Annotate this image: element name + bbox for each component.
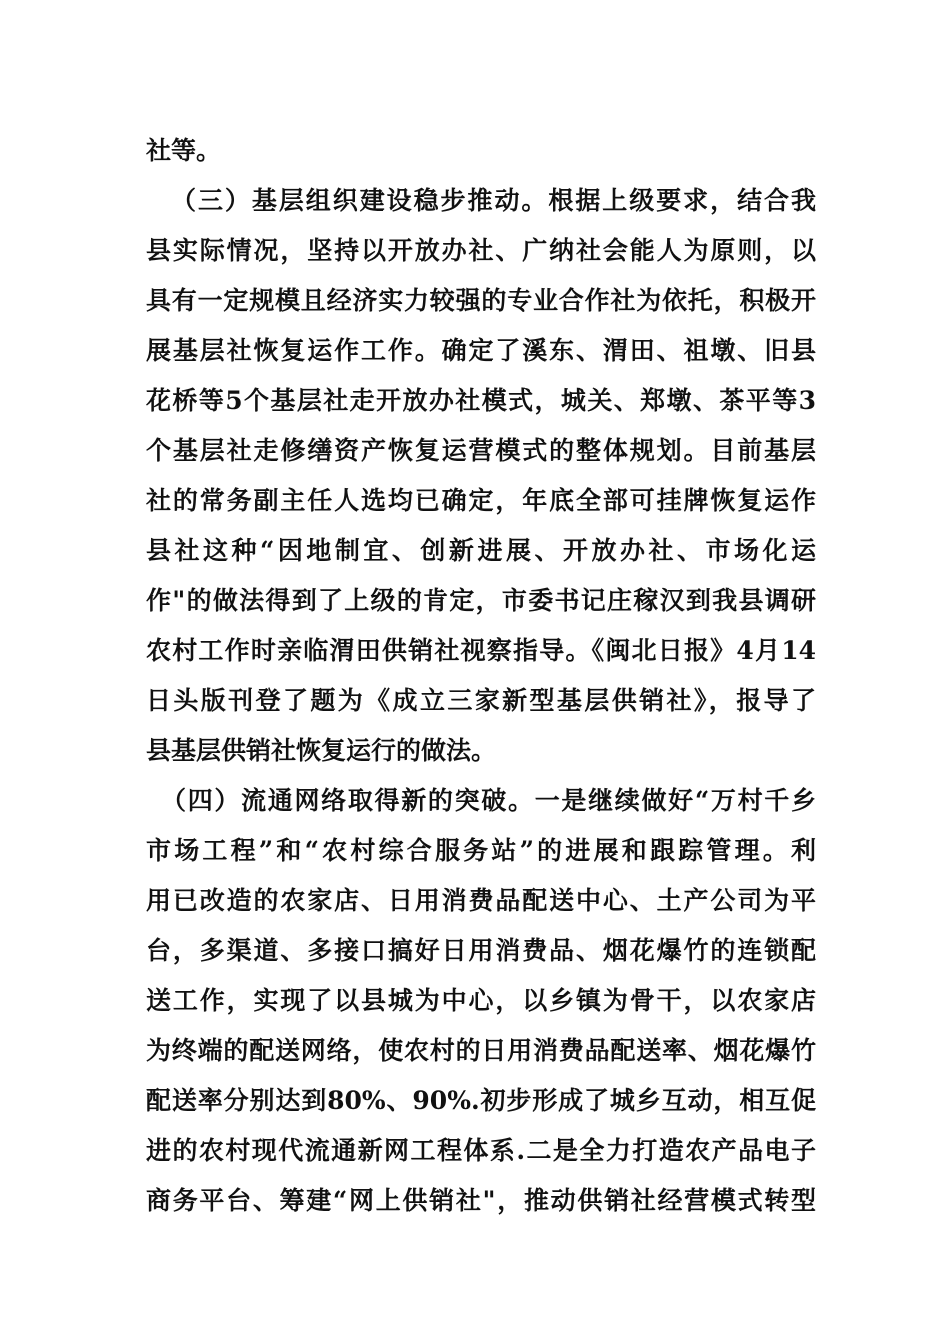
text-line: 县基层供销社恢复运行的做法。 [146,736,497,765]
text-line: 送工作，实现了以县城为中心，以乡镇为骨干，以农家店 [146,986,816,1015]
section-heading-3: （三）基层组织建设稳步推动。根据上级要求，结合我 [171,186,816,215]
text-line: 个基层社走修缮资产恢复运营模式的整体规划。目前基层 [146,436,816,465]
text-line: 台，多渠道、多接口搞好日用消费品、烟花爆竹的连锁配 [146,936,816,965]
text-line: 花桥等5个基层社走开放办社模式，城关、郑墩、茶平等3 [146,386,816,415]
text-line: 日头版刊登了题为《成立三家新型基层供销社》，报导了 [146,686,816,715]
text-line: 社等。 [146,136,222,165]
text-line: 展基层社恢复运作工作。确定了溪东、渭田、祖墩、旧县 [146,336,816,365]
text-line: 社的常务副主任人选均已确定，年底全部可挂牌恢复运作 [146,486,816,515]
text-line: 商务平台、筹建“网上供销社"，推动供销社经营模式转型 [146,1186,816,1215]
text-line: 具有一定规模且经济实力较强的专业合作社为依托，积极开 [146,286,816,315]
text-line: 市场工程”和“农村综合服务站”的进展和跟踪管理。利 [146,836,816,865]
section-heading-4: （四）流通网络取得新的突破。一是继续做好“万村千乡 [161,786,816,815]
text-line: 进的农村现代流通新网工程体系.二是全力打造农产品电子 [146,1136,816,1165]
text-line: 县实际情况，坚持以开放办社、广纳社会能人为原则，以 [146,236,816,265]
text-line: 为终端的配送网络，使农村的日用消费品配送率、烟花爆竹 [146,1036,816,1065]
text-line: 作"的做法得到了上级的肯定，市委书记庄稼汉到我县调研 [146,586,816,615]
text-line: 用已改造的农家店、日用消费品配送中心、土产公司为平 [146,886,816,915]
text-line: 配送率分别达到80%、90%.初步形成了城乡互动，相互促 [146,1086,816,1115]
text-line: 县社这种“因地制宜、创新进展、开放办社、市场化运 [146,536,816,565]
text-line: 农村工作时亲临渭田供销社视察指导。《闽北日报》4月14 [146,636,816,665]
